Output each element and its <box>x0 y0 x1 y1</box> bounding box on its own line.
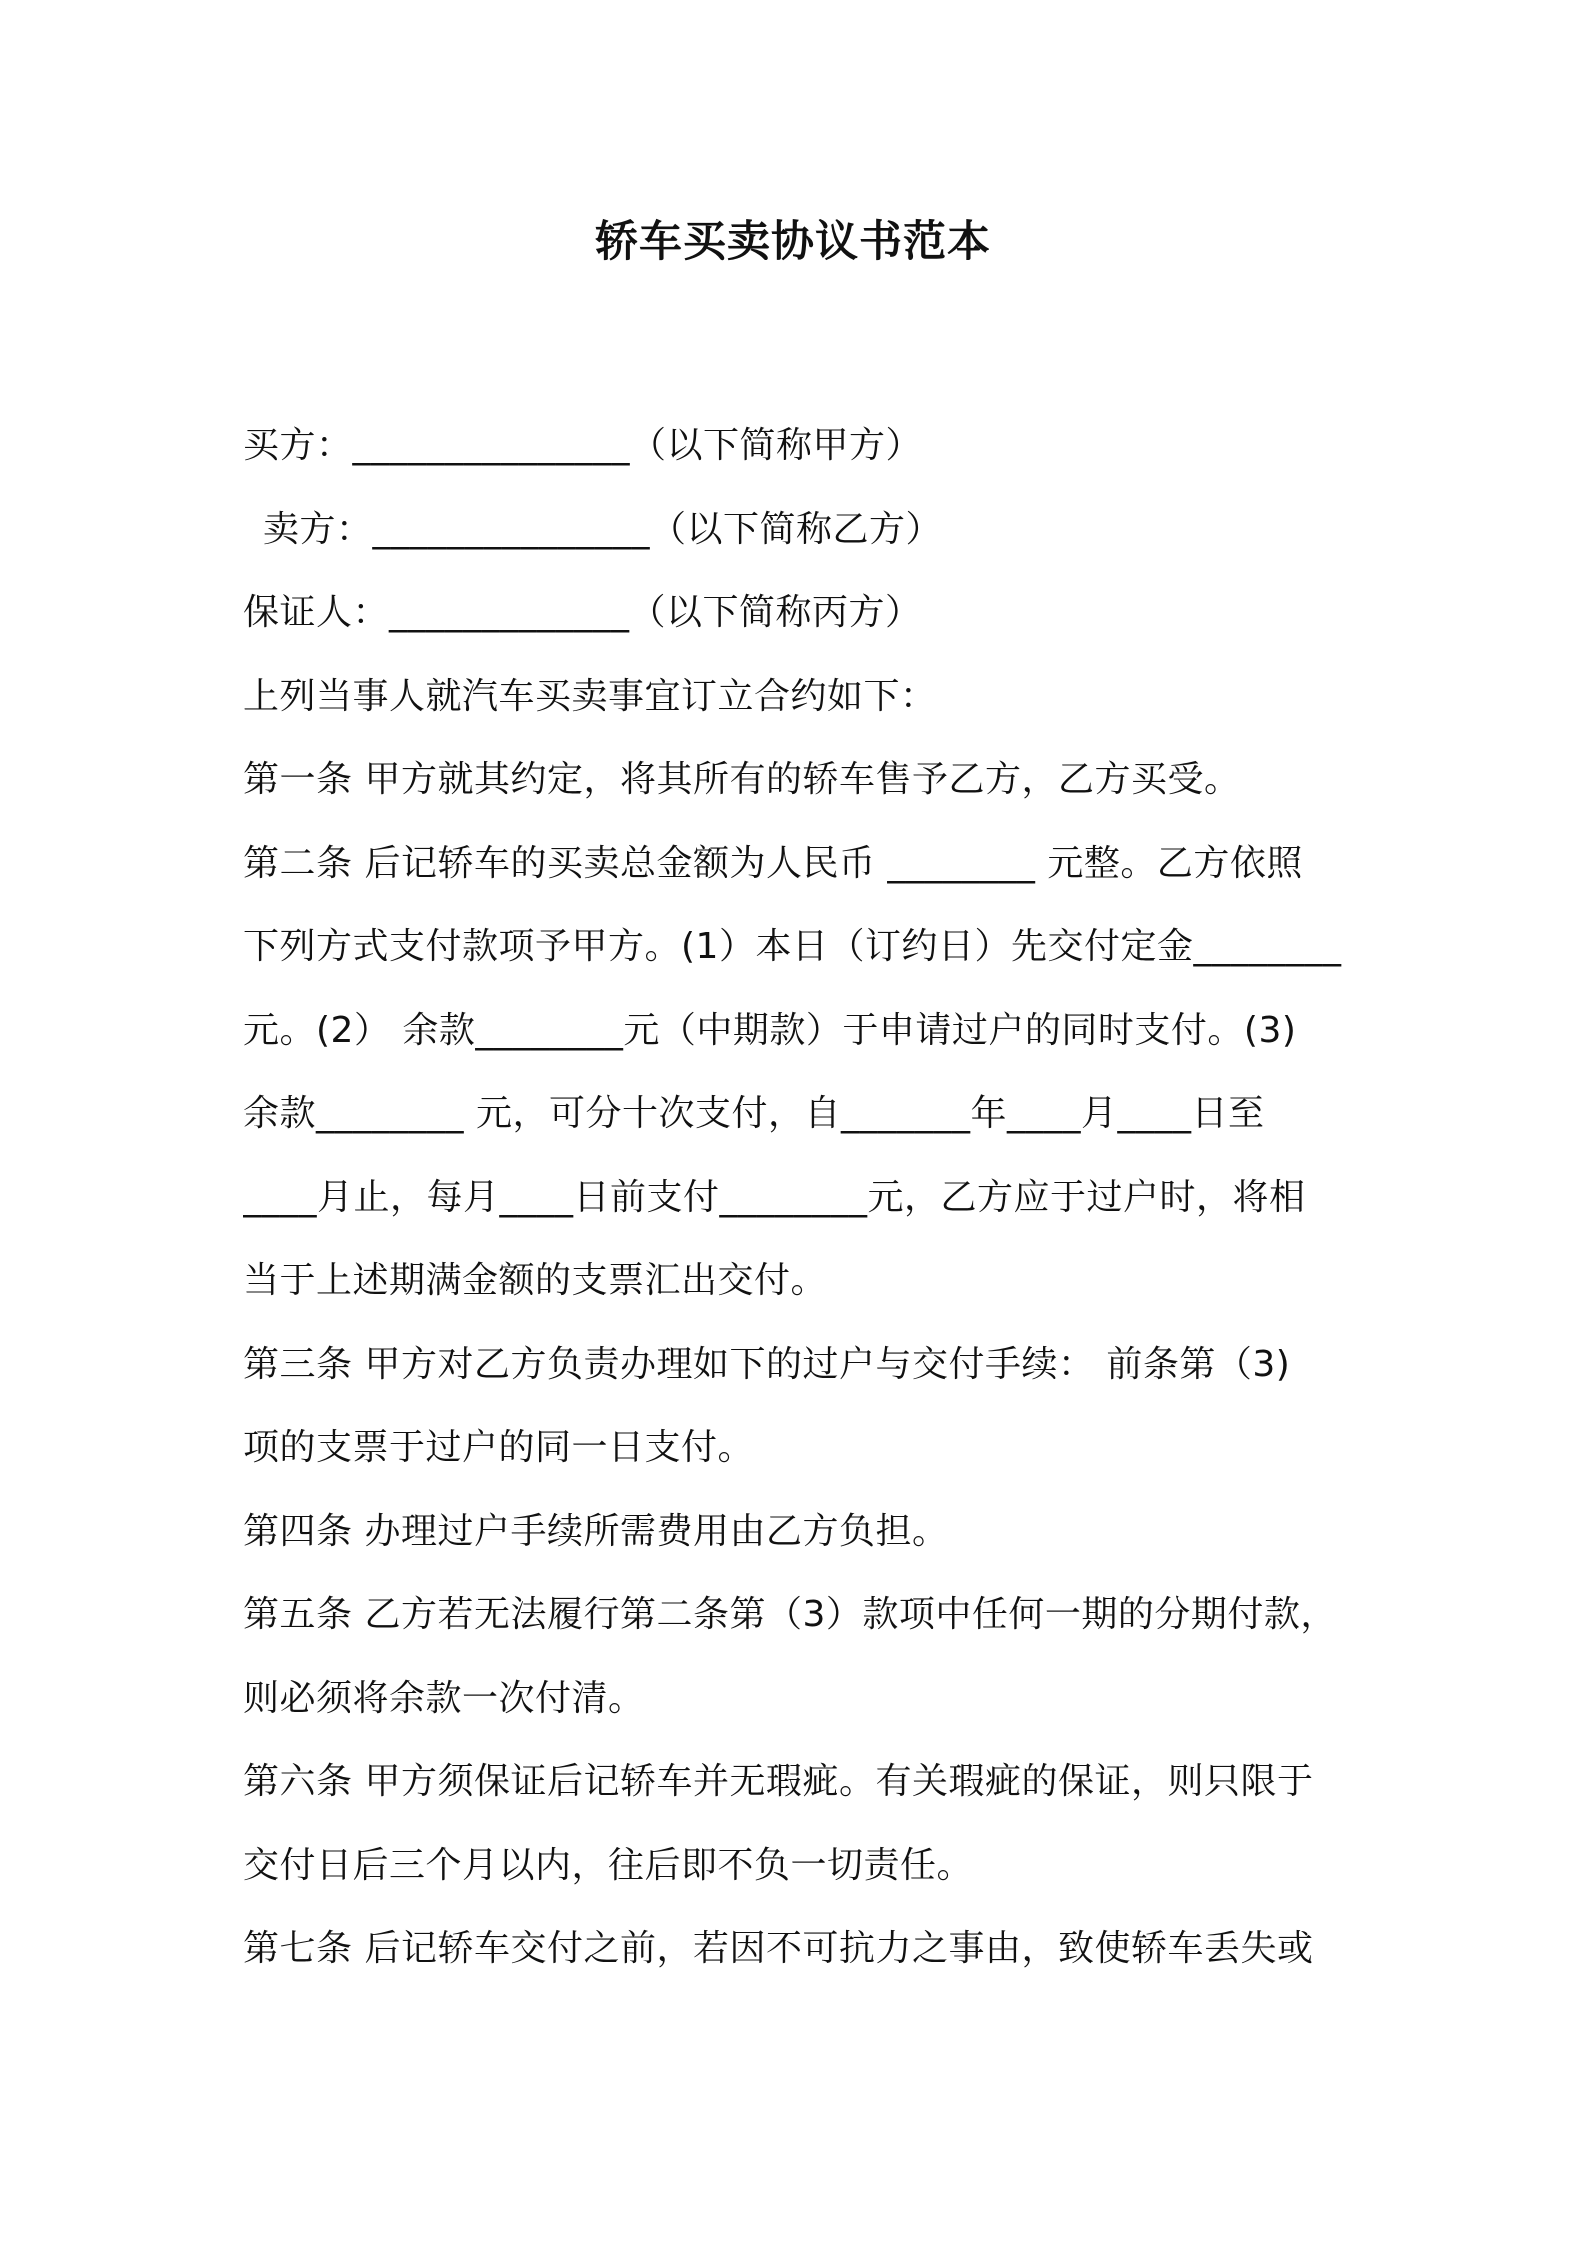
article-1-line: 第一条 甲方就其约定，将其所有的轿车售予乙方，乙方买受。 <box>243 759 1241 800</box>
article-7-line-1: 第七条 后记轿车交付之前，若因不可抗力之事由，致使轿车丢失或 <box>243 1928 1314 1969</box>
article-3-line-2: 项的支票于过户的同一日支付。 <box>243 1427 755 1468</box>
article-2-line-3: 元。(2） 余款________元（中期款）于申请过户的同时支付。(3) <box>243 1009 1297 1051</box>
article-2-line-6: 当于上述期满金额的支票汇出交付。 <box>243 1260 828 1301</box>
document-title: 轿车买卖协议书范本 <box>595 217 991 267</box>
guarantor-line: 保证人：_____________（以下简称丙方） <box>243 592 922 633</box>
article-2-line-1: 第二条 后记轿车的买卖总金额为人民币 ________ 元整。乙方依照 <box>243 842 1303 884</box>
document-body <box>243 404 1363 1991</box>
buyer-line: 买方：_______________（以下简称甲方） <box>243 425 923 466</box>
article-2-line-4: 余款________ 元，可分十次支付，自_______年____月____日至 <box>243 1093 1265 1134</box>
article-5-line-1: 第五条 乙方若无法履行第二条第（3）款项中任何一期的分期付款， <box>243 1594 1337 1635</box>
article-2-line-5: ____月止，每月____日前支付________元，乙方应于过户时，将相 <box>243 1176 1306 1218</box>
article-5-line-2: 则必须将余款一次付清。 <box>243 1677 645 1719</box>
article-6-line-2: 交付日后三个月以内，往后即不负一切责任。 <box>243 1844 974 1886</box>
article-4-line: 第四条 办理过户手续所需费用由乙方负担。 <box>243 1510 949 1552</box>
seller-line: 卖方：_______________（以下简称乙方） <box>263 508 943 550</box>
article-2-line-2: 下列方式支付款项予甲方。(1）本日（订约日）先交付定金________ <box>243 926 1342 967</box>
article-6-line-1: 第六条 甲方须保证后记轿车并无瑕疵。有关瑕疵的保证，则只限于 <box>243 1761 1314 1802</box>
article-3-line-1: 第三条 甲方对乙方负责办理如下的过户与交付手续： 前条第（3) <box>243 1343 1291 1385</box>
preamble-line: 上列当事人就汽车买卖事宜订立合约如下： <box>243 675 937 717</box>
